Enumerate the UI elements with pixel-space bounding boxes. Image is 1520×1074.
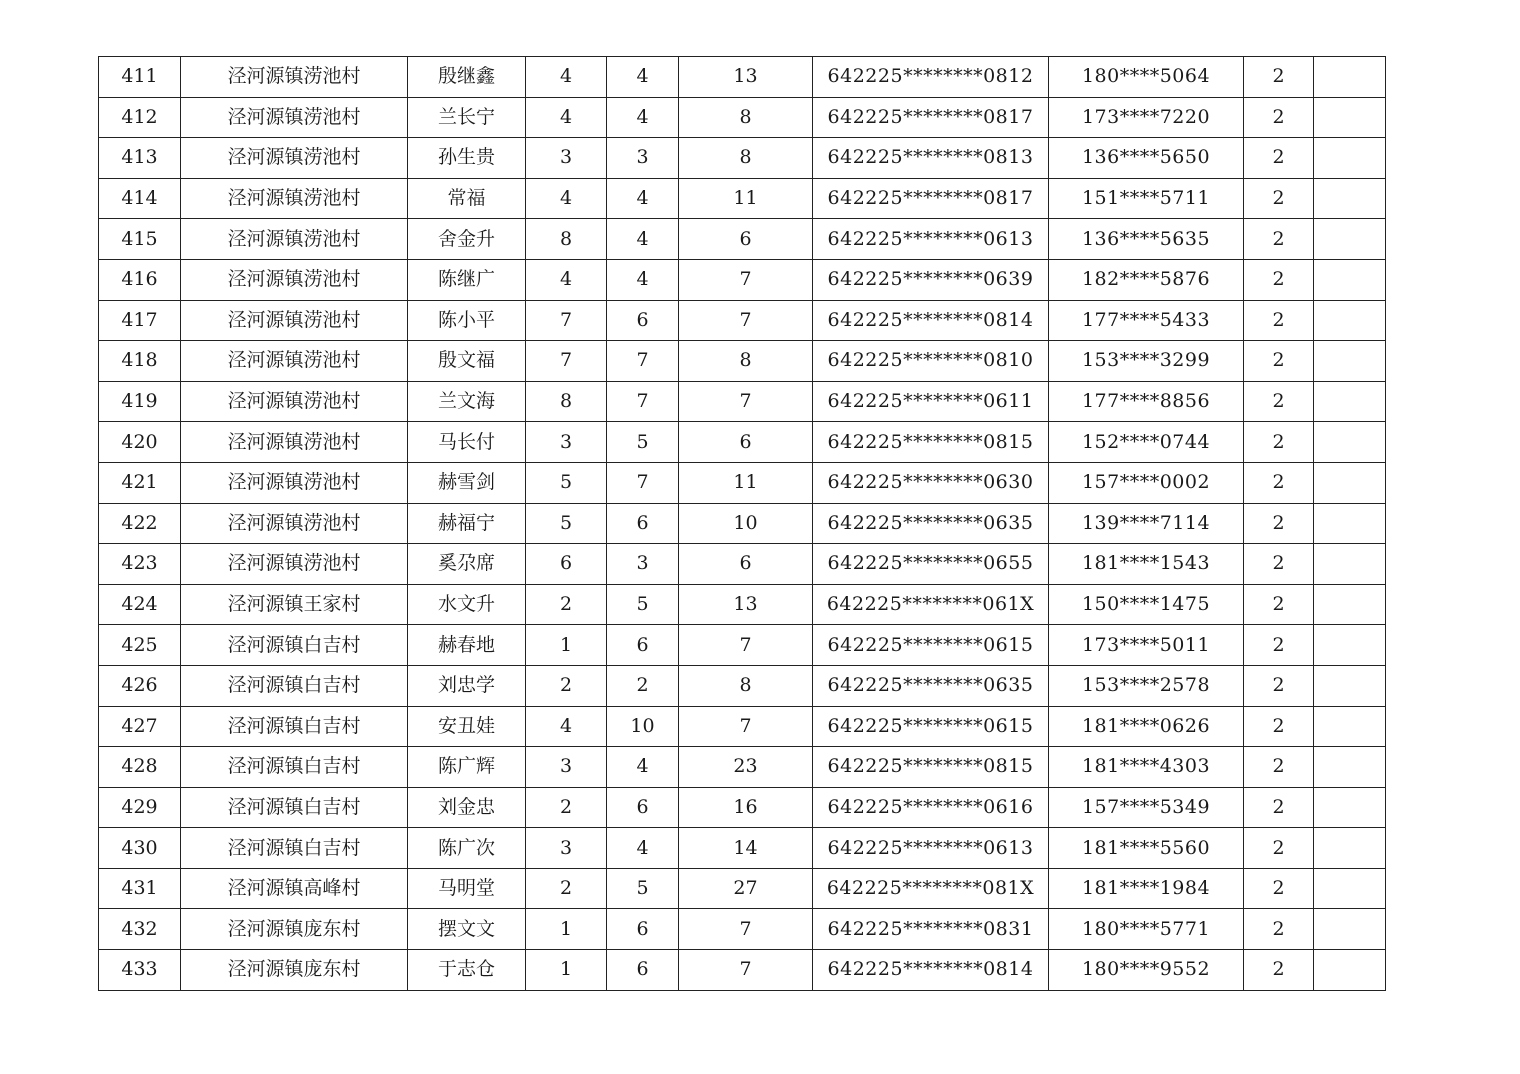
phone-cell: 182****5876 [1049, 259, 1244, 300]
note-cell [1314, 462, 1386, 503]
village-cell: 泾河源镇白吉村 [181, 665, 408, 706]
count-cell-4: 2 [1244, 503, 1314, 544]
phone-cell: 180****5064 [1049, 57, 1244, 98]
count-cell-2: 4 [607, 828, 679, 869]
count-cell-4: 2 [1244, 422, 1314, 463]
count-cell-4: 2 [1244, 300, 1314, 341]
count-cell-2: 7 [607, 341, 679, 382]
village-cell: 泾河源镇白吉村 [181, 747, 408, 788]
count-cell-1: 7 [526, 341, 607, 382]
count-cell-2: 6 [607, 950, 679, 991]
name-cell: 赫春地 [408, 625, 526, 666]
count-cell-1: 3 [526, 828, 607, 869]
village-cell: 泾河源镇高峰村 [181, 868, 408, 909]
name-cell: 摆文文 [408, 909, 526, 950]
count-cell-2: 6 [607, 787, 679, 828]
village-cell: 泾河源镇庞东村 [181, 950, 408, 991]
id-number-cell: 642225********0613 [813, 828, 1049, 869]
row-number-cell: 432 [99, 909, 181, 950]
count-cell-3: 10 [679, 503, 813, 544]
count-cell-2: 6 [607, 300, 679, 341]
count-cell-2: 6 [607, 625, 679, 666]
table-row [99, 219, 1386, 260]
id-number-cell: 642225********0817 [813, 97, 1049, 138]
count-cell-2: 5 [607, 584, 679, 625]
row-number-cell: 419 [99, 381, 181, 422]
phone-cell: 153****3299 [1049, 341, 1244, 382]
phone-cell: 153****2578 [1049, 665, 1244, 706]
count-cell-3: 6 [679, 219, 813, 260]
count-cell-3: 11 [679, 178, 813, 219]
id-number-cell: 642225********0815 [813, 747, 1049, 788]
count-cell-4: 2 [1244, 868, 1314, 909]
note-cell [1314, 706, 1386, 747]
table-row [99, 625, 1386, 666]
count-cell-3: 6 [679, 422, 813, 463]
count-cell-2: 4 [607, 57, 679, 98]
name-cell: 殷继鑫 [408, 57, 526, 98]
count-cell-1: 3 [526, 138, 607, 179]
phone-cell: 136****5650 [1049, 138, 1244, 179]
row-number-cell: 413 [99, 138, 181, 179]
row-number-cell: 428 [99, 747, 181, 788]
count-cell-1: 5 [526, 462, 607, 503]
count-cell-3: 6 [679, 544, 813, 585]
village-cell: 泾河源镇王家村 [181, 584, 408, 625]
row-number-cell: 430 [99, 828, 181, 869]
count-cell-4: 2 [1244, 544, 1314, 585]
count-cell-4: 2 [1244, 341, 1314, 382]
id-number-cell: 642225********081X [813, 868, 1049, 909]
id-number-cell: 642225********0655 [813, 544, 1049, 585]
row-number-cell: 424 [99, 584, 181, 625]
count-cell-4: 2 [1244, 381, 1314, 422]
village-cell: 泾河源镇涝池村 [181, 381, 408, 422]
id-number-cell: 642225********0630 [813, 462, 1049, 503]
count-cell-2: 4 [607, 259, 679, 300]
village-cell: 泾河源镇白吉村 [181, 828, 408, 869]
table-row [99, 950, 1386, 991]
name-cell: 兰长宁 [408, 97, 526, 138]
row-number-cell: 426 [99, 665, 181, 706]
note-cell [1314, 544, 1386, 585]
id-number-cell: 642225********0615 [813, 706, 1049, 747]
row-number-cell: 427 [99, 706, 181, 747]
id-number-cell: 642225********0814 [813, 300, 1049, 341]
count-cell-2: 3 [607, 138, 679, 179]
table-row [99, 706, 1386, 747]
count-cell-1: 2 [526, 584, 607, 625]
note-cell [1314, 665, 1386, 706]
count-cell-2: 3 [607, 544, 679, 585]
phone-cell: 150****1475 [1049, 584, 1244, 625]
phone-cell: 177****5433 [1049, 300, 1244, 341]
count-cell-3: 27 [679, 868, 813, 909]
village-cell: 泾河源镇涝池村 [181, 422, 408, 463]
count-cell-4: 2 [1244, 828, 1314, 869]
table-row [99, 665, 1386, 706]
row-number-cell: 425 [99, 625, 181, 666]
count-cell-4: 2 [1244, 462, 1314, 503]
table-row [99, 381, 1386, 422]
phone-cell: 180****9552 [1049, 950, 1244, 991]
phone-cell: 181****0626 [1049, 706, 1244, 747]
count-cell-1: 3 [526, 422, 607, 463]
count-cell-1: 2 [526, 868, 607, 909]
phone-cell: 180****5771 [1049, 909, 1244, 950]
count-cell-3: 8 [679, 665, 813, 706]
count-cell-2: 10 [607, 706, 679, 747]
name-cell: 殷文福 [408, 341, 526, 382]
note-cell [1314, 950, 1386, 991]
count-cell-1: 4 [526, 178, 607, 219]
name-cell: 赫福宁 [408, 503, 526, 544]
phone-cell: 173****5011 [1049, 625, 1244, 666]
count-cell-3: 14 [679, 828, 813, 869]
note-cell [1314, 219, 1386, 260]
count-cell-1: 4 [526, 706, 607, 747]
row-number-cell: 411 [99, 57, 181, 98]
row-number-cell: 431 [99, 868, 181, 909]
village-cell: 泾河源镇涝池村 [181, 341, 408, 382]
id-number-cell: 642225********0639 [813, 259, 1049, 300]
name-cell: 赫雪剑 [408, 462, 526, 503]
count-cell-3: 8 [679, 97, 813, 138]
name-cell: 陈继广 [408, 259, 526, 300]
data-table [98, 56, 1386, 991]
table-row [99, 503, 1386, 544]
row-number-cell: 412 [99, 97, 181, 138]
count-cell-3: 23 [679, 747, 813, 788]
row-number-cell: 414 [99, 178, 181, 219]
phone-cell: 157****0002 [1049, 462, 1244, 503]
table-row [99, 259, 1386, 300]
count-cell-4: 2 [1244, 909, 1314, 950]
table-row [99, 787, 1386, 828]
count-cell-2: 5 [607, 422, 679, 463]
count-cell-3: 7 [679, 706, 813, 747]
count-cell-1: 4 [526, 57, 607, 98]
note-cell [1314, 625, 1386, 666]
village-cell: 泾河源镇涝池村 [181, 178, 408, 219]
name-cell: 陈广次 [408, 828, 526, 869]
count-cell-4: 2 [1244, 219, 1314, 260]
note-cell [1314, 57, 1386, 98]
note-cell [1314, 584, 1386, 625]
count-cell-1: 3 [526, 747, 607, 788]
phone-cell: 181****1543 [1049, 544, 1244, 585]
phone-cell: 136****5635 [1049, 219, 1244, 260]
village-cell: 泾河源镇白吉村 [181, 787, 408, 828]
count-cell-2: 4 [607, 219, 679, 260]
table-row [99, 747, 1386, 788]
count-cell-2: 4 [607, 97, 679, 138]
id-number-cell: 642225********0810 [813, 341, 1049, 382]
count-cell-4: 2 [1244, 97, 1314, 138]
phone-cell: 177****8856 [1049, 381, 1244, 422]
row-number-cell: 422 [99, 503, 181, 544]
count-cell-2: 7 [607, 462, 679, 503]
count-cell-1: 1 [526, 625, 607, 666]
phone-cell: 181****4303 [1049, 747, 1244, 788]
row-number-cell: 429 [99, 787, 181, 828]
village-cell: 泾河源镇涝池村 [181, 503, 408, 544]
count-cell-1: 1 [526, 950, 607, 991]
table-body [99, 57, 1386, 991]
row-number-cell: 421 [99, 462, 181, 503]
table-row [99, 422, 1386, 463]
table-row [99, 341, 1386, 382]
village-cell: 泾河源镇白吉村 [181, 625, 408, 666]
count-cell-4: 2 [1244, 138, 1314, 179]
name-cell: 孙生贵 [408, 138, 526, 179]
phone-cell: 181****5560 [1049, 828, 1244, 869]
row-number-cell: 420 [99, 422, 181, 463]
table-row [99, 178, 1386, 219]
count-cell-4: 2 [1244, 787, 1314, 828]
count-cell-2: 5 [607, 868, 679, 909]
phone-cell: 139****7114 [1049, 503, 1244, 544]
name-cell: 刘金忠 [408, 787, 526, 828]
village-cell: 泾河源镇白吉村 [181, 706, 408, 747]
count-cell-2: 7 [607, 381, 679, 422]
count-cell-1: 4 [526, 259, 607, 300]
village-cell: 泾河源镇涝池村 [181, 97, 408, 138]
phone-cell: 157****5349 [1049, 787, 1244, 828]
note-cell [1314, 422, 1386, 463]
phone-cell: 173****7220 [1049, 97, 1244, 138]
count-cell-2: 6 [607, 909, 679, 950]
village-cell: 泾河源镇涝池村 [181, 462, 408, 503]
row-number-cell: 417 [99, 300, 181, 341]
note-cell [1314, 747, 1386, 788]
count-cell-3: 7 [679, 381, 813, 422]
table-row [99, 138, 1386, 179]
village-cell: 泾河源镇涝池村 [181, 259, 408, 300]
name-cell: 于志仓 [408, 950, 526, 991]
count-cell-3: 13 [679, 57, 813, 98]
table-row [99, 462, 1386, 503]
table-row [99, 828, 1386, 869]
note-cell [1314, 787, 1386, 828]
id-number-cell: 642225********0814 [813, 950, 1049, 991]
table-row [99, 584, 1386, 625]
count-cell-3: 7 [679, 259, 813, 300]
note-cell [1314, 909, 1386, 950]
count-cell-1: 5 [526, 503, 607, 544]
note-cell [1314, 828, 1386, 869]
table-row [99, 909, 1386, 950]
id-number-cell: 642225********0815 [813, 422, 1049, 463]
count-cell-4: 2 [1244, 747, 1314, 788]
count-cell-3: 7 [679, 625, 813, 666]
count-cell-1: 8 [526, 381, 607, 422]
count-cell-4: 2 [1244, 625, 1314, 666]
count-cell-2: 4 [607, 178, 679, 219]
id-number-cell: 642225********0812 [813, 57, 1049, 98]
name-cell: 兰文海 [408, 381, 526, 422]
name-cell: 常福 [408, 178, 526, 219]
note-cell [1314, 178, 1386, 219]
count-cell-1: 1 [526, 909, 607, 950]
count-cell-4: 2 [1244, 706, 1314, 747]
id-number-cell: 642225********0831 [813, 909, 1049, 950]
count-cell-1: 8 [526, 219, 607, 260]
row-number-cell: 415 [99, 219, 181, 260]
count-cell-4: 2 [1244, 950, 1314, 991]
village-cell: 泾河源镇涝池村 [181, 57, 408, 98]
note-cell [1314, 503, 1386, 544]
count-cell-4: 2 [1244, 178, 1314, 219]
count-cell-4: 2 [1244, 584, 1314, 625]
village-cell: 泾河源镇庞东村 [181, 909, 408, 950]
note-cell [1314, 341, 1386, 382]
table-row [99, 300, 1386, 341]
note-cell [1314, 868, 1386, 909]
count-cell-2: 2 [607, 665, 679, 706]
phone-cell: 152****0744 [1049, 422, 1244, 463]
note-cell [1314, 300, 1386, 341]
phone-cell: 181****1984 [1049, 868, 1244, 909]
count-cell-3: 16 [679, 787, 813, 828]
table-row [99, 544, 1386, 585]
count-cell-3: 13 [679, 584, 813, 625]
row-number-cell: 433 [99, 950, 181, 991]
village-cell: 泾河源镇涝池村 [181, 300, 408, 341]
count-cell-3: 8 [679, 138, 813, 179]
id-number-cell: 642225********0817 [813, 178, 1049, 219]
name-cell: 水文升 [408, 584, 526, 625]
name-cell: 马长付 [408, 422, 526, 463]
name-cell: 马明堂 [408, 868, 526, 909]
count-cell-4: 2 [1244, 259, 1314, 300]
id-number-cell: 642225********0813 [813, 138, 1049, 179]
count-cell-3: 7 [679, 909, 813, 950]
name-cell: 舍金升 [408, 219, 526, 260]
note-cell [1314, 259, 1386, 300]
count-cell-1: 6 [526, 544, 607, 585]
id-number-cell: 642225********0611 [813, 381, 1049, 422]
table-row [99, 97, 1386, 138]
row-number-cell: 416 [99, 259, 181, 300]
row-number-cell: 418 [99, 341, 181, 382]
row-number-cell: 423 [99, 544, 181, 585]
table-row [99, 57, 1386, 98]
count-cell-1: 4 [526, 97, 607, 138]
phone-cell: 151****5711 [1049, 178, 1244, 219]
note-cell [1314, 97, 1386, 138]
note-cell [1314, 138, 1386, 179]
id-number-cell: 642225********0616 [813, 787, 1049, 828]
count-cell-1: 2 [526, 787, 607, 828]
id-number-cell: 642225********0635 [813, 665, 1049, 706]
id-number-cell: 642225********0615 [813, 625, 1049, 666]
name-cell: 陈广辉 [408, 747, 526, 788]
count-cell-3: 8 [679, 341, 813, 382]
name-cell: 刘忠学 [408, 665, 526, 706]
count-cell-1: 2 [526, 665, 607, 706]
id-number-cell: 642225********0613 [813, 219, 1049, 260]
count-cell-2: 6 [607, 503, 679, 544]
table-row [99, 868, 1386, 909]
count-cell-1: 7 [526, 300, 607, 341]
name-cell: 安丑娃 [408, 706, 526, 747]
name-cell: 陈小平 [408, 300, 526, 341]
id-number-cell: 642225********061X [813, 584, 1049, 625]
name-cell: 奚尕席 [408, 544, 526, 585]
count-cell-3: 7 [679, 950, 813, 991]
count-cell-4: 2 [1244, 57, 1314, 98]
village-cell: 泾河源镇涝池村 [181, 544, 408, 585]
count-cell-3: 11 [679, 462, 813, 503]
count-cell-2: 4 [607, 747, 679, 788]
count-cell-3: 7 [679, 300, 813, 341]
village-cell: 泾河源镇涝池村 [181, 138, 408, 179]
village-cell: 泾河源镇涝池村 [181, 219, 408, 260]
note-cell [1314, 381, 1386, 422]
count-cell-4: 2 [1244, 665, 1314, 706]
id-number-cell: 642225********0635 [813, 503, 1049, 544]
